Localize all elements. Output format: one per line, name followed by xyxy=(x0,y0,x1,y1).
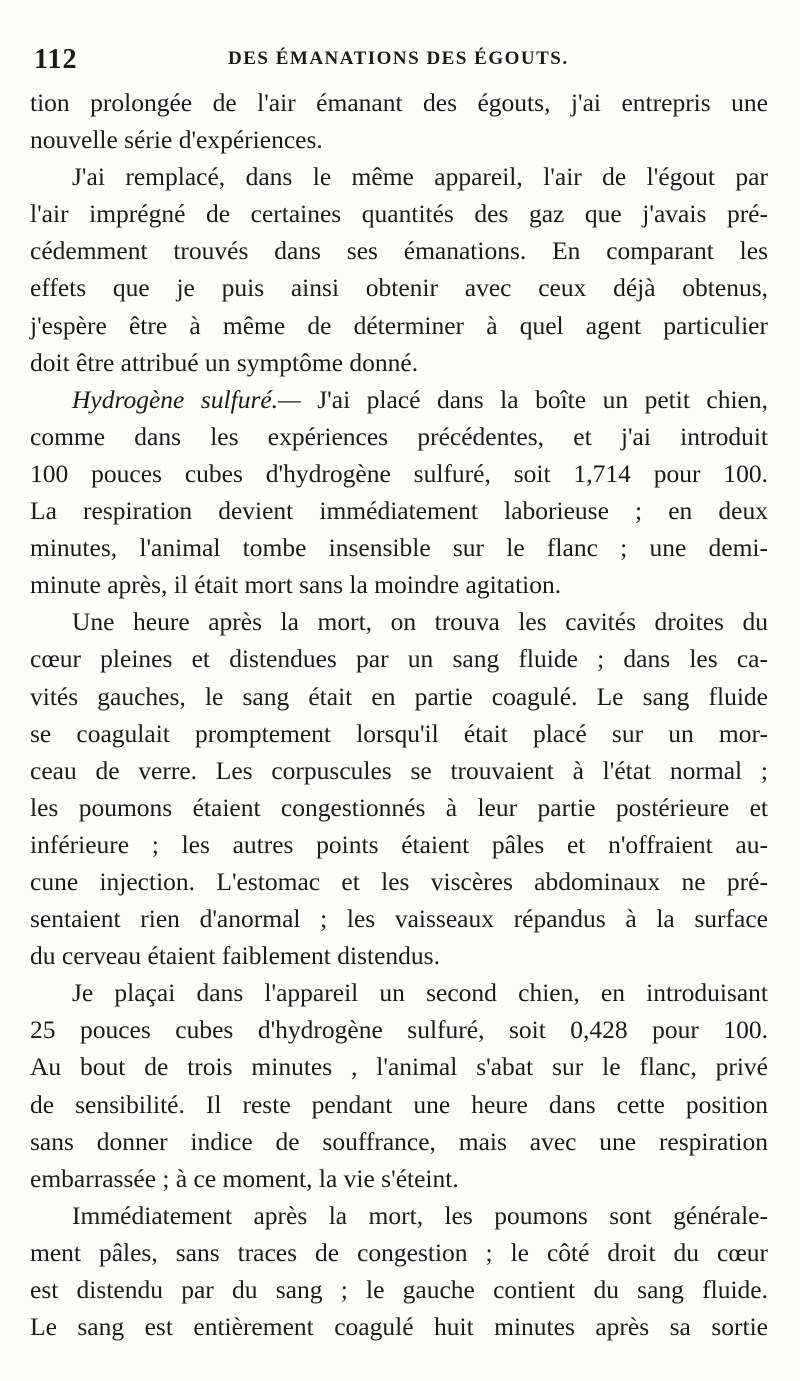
text-line: les poumons étaient congestionnés à leur partie postérieure et xyxy=(30,792,768,822)
text-line: nouvelle série d'expériences. xyxy=(30,125,323,155)
text-line: inférieure ; les autres points étaient pâles et n'offraient au- xyxy=(30,829,768,859)
text-line: ceau de verre. Les corpuscules se trouvaient à l'état normal ; xyxy=(30,755,768,785)
text-line: cune injection. L'estomac et les viscères abdominaux ne pré- xyxy=(30,866,768,896)
text-line-with-italic-lead xyxy=(30,381,768,418)
text-line: du cerveau étaient faiblement distendus. xyxy=(30,941,440,971)
text-line: Une heure après la mort, on trouva les cavités droites du xyxy=(72,607,768,637)
italic-section-lead: Hydrogène sulfuré.— xyxy=(72,384,301,414)
running-head xyxy=(28,40,768,80)
text-line: Le sang est entièrement coagulé huit minutes après sa sortie xyxy=(30,1312,768,1342)
text-line: effets que je puis ainsi obtenir avec ceux déjà obtenus, xyxy=(30,273,768,303)
text-line: j'espère être à même de déterminer à quel agent particulier xyxy=(30,310,768,340)
text-line: Au bout de trois minutes , l'animal s'abat sur le flanc, privé xyxy=(30,1052,768,1082)
text-line: 25 pouces cubes d'hydrogène sulfuré, soit 0,428 pour 100. xyxy=(30,1015,768,1045)
text-line: embarrassée ; à ce moment, la vie s'éteint. xyxy=(30,1163,459,1193)
text-line: est distendu par du sang ; le gauche contient du sang fluide. xyxy=(30,1275,768,1304)
text-line: 100 pouces cubes d'hydrogène sulfuré, soit 1,714 pour 100. xyxy=(30,458,768,488)
text-line: Immédiatement après la mort, les poumons sont générale- xyxy=(72,1200,768,1230)
text-line: cédemment trouvés dans ses émanations. En comparant les xyxy=(30,236,768,266)
text-line: minute après, il était mort sans la moindre agitation. xyxy=(30,570,562,600)
running-title: DES ÉMANATIONS DES ÉGOUTS. xyxy=(228,48,569,69)
page-number: 112 xyxy=(34,44,78,75)
text-line: de sensibilité. Il reste pendant une heure dans cette position xyxy=(30,1089,768,1119)
text-line: comme dans les expériences précédentes, et j'ai introduit xyxy=(30,421,768,451)
body-text xyxy=(30,84,768,1345)
text-line: cœur pleines et distendues par un sang fluide ; dans les ca- xyxy=(30,644,768,674)
text-line: l'air imprégné de certaines quantités des gaz que j'avais pré- xyxy=(30,199,768,229)
text-line: doit être attribué un symptôme donné. xyxy=(30,347,419,377)
text-line: sentaient rien d'anormal ; les vaisseaux répandus à la surface xyxy=(30,904,768,934)
text-line: sans donner indice de souffrance, mais avec une respiration xyxy=(30,1126,768,1156)
text-line-rest: J'ai placé dans la boîte un petit chien, xyxy=(317,384,768,414)
text-line: Je plaçai dans l'appareil un second chien, en introduisant xyxy=(72,978,768,1008)
text-line: minutes, l'animal tombe insensible sur le flanc ; une demi- xyxy=(30,533,768,563)
text-line: tion prolongée de l'air émanant des égouts, j'ai entrepris une xyxy=(30,88,768,117)
text-line: J'ai remplacé, dans le même appareil, l'air de l'égout par xyxy=(72,162,768,192)
text-line: ment pâles, sans traces de congestion ; le côté droit du cœur xyxy=(30,1237,768,1267)
text-line: se coagulait promptement lorsqu'il était placé sur un mor- xyxy=(30,718,768,748)
text-line: vités gauches, le sang était en partie coagulé. Le sang fluide xyxy=(30,681,768,711)
text-line: La respiration devient immédiatement laborieuse ; en deux xyxy=(30,496,768,526)
